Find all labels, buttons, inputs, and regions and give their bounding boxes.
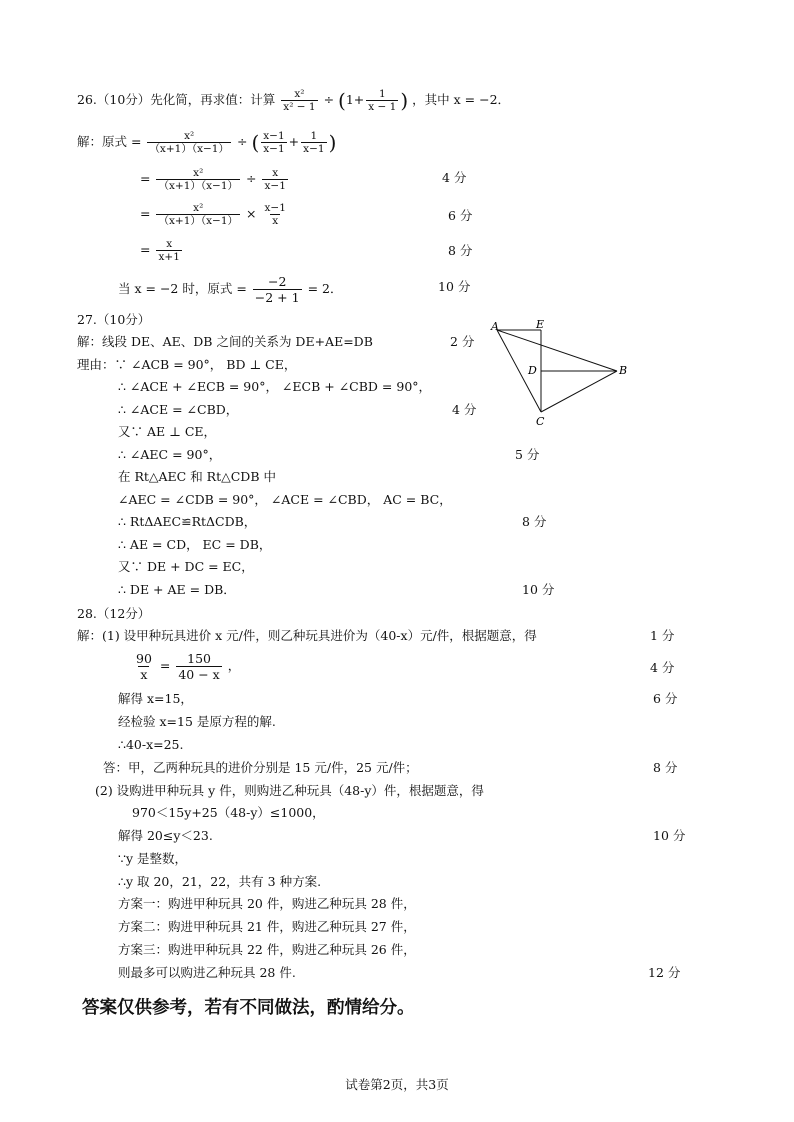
q28-line: 经检验 x=15 是原方程的解.	[118, 714, 276, 729]
q26-l4-frac-den: x+1	[158, 251, 180, 263]
q28-eq-frac2-den: 40 − x	[178, 667, 220, 682]
q28-line: 解得 x=15，	[118, 691, 193, 706]
q26-l1-label: 解：原式 =	[77, 134, 142, 149]
q26-line-2	[140, 167, 290, 192]
q26-l2-frac1	[156, 167, 240, 192]
q26-l1-div: ÷	[236, 134, 248, 149]
q27-line: ∴ DE + AE = DB．	[118, 582, 236, 597]
q27-line: ∠AEC = ∠CDB = 90°， ∠ACE = ∠CBD， AC = BC，	[118, 492, 452, 507]
q26-l5-pre: 当 x = −2 时，原式 =	[118, 281, 247, 296]
q26-header-tail: ，其中 x = −2．	[412, 92, 511, 107]
q26-l4-eq: =	[140, 242, 151, 257]
q26-l2-frac1-den: （x+1）（x−1）	[158, 180, 239, 192]
q26-header-fraction-1	[281, 88, 317, 113]
q28-line: 答：甲，乙两种玩具的进价分别是 15 元/件，25 元/件；	[103, 760, 418, 775]
q26-l5-frac-num: −2	[267, 274, 287, 289]
q28-line-1-score: 1 分	[650, 628, 675, 643]
q27-line-score: 4 分	[452, 402, 477, 417]
q26-header-div: ÷	[323, 92, 335, 107]
q27-line: ∴ ∠AEC = 90°，	[118, 447, 222, 462]
q26-line-1: 解：原式 = $\frac{\text{x²}}{(x+1)(x-1)}$ ÷ ( $\frac{x-1}{x-1}$ + $\frac{1}{x-1}$ )	[77, 130, 337, 155]
q28-line: ∵y 是整数，	[118, 851, 187, 866]
reference-note: 答案仅供参考，若有不同做法，酌情给分。	[82, 998, 415, 1018]
q27-line: ∴ AE = CD， EC = DB，	[118, 537, 272, 552]
q27-line: ∴ ∠ACE + ∠ECB = 90°， ∠ECB + ∠CBD = 90°，	[118, 379, 432, 394]
q26-l2-frac2-den: x−1	[264, 180, 286, 192]
q26-header-text: 26.（10分）先化简，再求值：计算	[77, 92, 276, 107]
q26-l5-frac-den: −2 + 1	[254, 290, 300, 305]
q26-l1-plus: +	[288, 134, 300, 149]
q27-line-score: 2 分	[450, 334, 475, 349]
q26-l1-frac1	[147, 130, 231, 155]
q28-line-score: 8 分	[653, 760, 678, 775]
q26-l3-frac1-num: x²	[193, 202, 204, 214]
q28-line: (2) 设购进甲种玩具 y 件，则购进乙种玩具（48-y）件，根据题意，得	[95, 783, 484, 798]
q28-header: 28.（12分）	[77, 606, 151, 621]
q28-line: 则最多可以购进乙种玩具 28 件.	[118, 965, 296, 980]
q28-line: ∴40-x=25.	[118, 737, 184, 752]
q27-line-score: 5 分	[515, 447, 540, 462]
q26-l3-frac2	[262, 202, 287, 227]
q28-line: ∴y 取 20，21，22，共有 3 种方案.	[118, 874, 322, 889]
figure-label-e: E	[536, 318, 545, 331]
q26-l2-score: 4 分	[442, 170, 467, 185]
q26-l2-div: ÷	[246, 171, 257, 186]
q26-l1-frac3	[301, 130, 326, 155]
q27-header: 27.（10分）	[77, 312, 151, 327]
q26-l3-times: ×	[246, 206, 257, 221]
q27-line: 又∵ DE + DC = EC，	[118, 559, 254, 574]
q27-line: 又∵ AE ⊥ CE，	[118, 424, 217, 439]
q26-l4-frac-num: x	[166, 238, 173, 250]
q26-l1-frac2	[261, 130, 286, 155]
q28-line: 方案二：购进甲种玩具 21 件，购进乙种玩具 27 件，	[118, 919, 416, 934]
figure-label-c: C	[536, 415, 545, 428]
q27-line: 解：线段 DE、AE、DB 之间的关系为 DE+AE=DB	[77, 334, 373, 349]
q28-eq-frac2-num: 150	[187, 651, 211, 666]
q28-eq-frac1	[134, 651, 154, 682]
q26-l2-frac1-num: x²	[193, 167, 204, 179]
q26-l3-frac2-den: x	[272, 215, 279, 227]
q26-header-frac2-num: 1	[378, 88, 386, 100]
q26-line-4	[140, 238, 184, 263]
q28-eq-frac2	[176, 651, 221, 682]
q26-header-frac2-den: x − 1	[368, 101, 397, 113]
q27-line: 在 Rt△AEC 和 Rt△CDB 中	[118, 469, 276, 484]
q26-header-frac1-num: x²	[294, 88, 305, 100]
figure-label-a: A	[491, 320, 499, 333]
page-footer: 试卷第2页，共3页	[345, 1077, 449, 1092]
q26-l1-frac3-den: x−1	[303, 143, 325, 155]
q28-line-score: 12 分	[648, 965, 681, 980]
q27-line: ∴ RtΔAEC≌RtΔCDB，	[118, 514, 257, 529]
q26-l3-score: 6 分	[448, 208, 473, 223]
q28-eq-frac1-num: 90	[136, 651, 152, 666]
q28-line-1: 解：(1) 设甲种玩具进价 x 元/件，则乙种玩具进价为（40-x）元/件，根据题意，得	[77, 628, 537, 643]
figure-segment-ab	[497, 330, 617, 371]
figure-label-b: B	[619, 364, 628, 377]
q26-l2-frac2	[262, 167, 287, 192]
q26-header-frac1-den: x² − 1	[283, 101, 316, 113]
q28-line: 方案三：购进甲种玩具 22 件，购进乙种玩具 26 件，	[118, 942, 416, 957]
q28-line: 解得 20≤y＜23.	[118, 828, 213, 843]
q26-l1-frac2-num: x−1	[263, 130, 285, 142]
q26-l3-frac1	[156, 202, 240, 227]
figure-label-d: D	[528, 364, 537, 377]
q26-l5-score: 10 分	[438, 279, 471, 294]
q26-l4-frac	[156, 238, 181, 263]
q26-header-inner-one: 1+	[345, 92, 365, 107]
q26-l1-frac1-den: （x+1）（x−1）	[149, 143, 229, 155]
q26-l5-post: = 2．	[307, 281, 343, 296]
q26-l1-frac1-num: x²	[184, 130, 195, 142]
q28-line: 方案一：购进甲种玩具 20 件，购进乙种玩具 28 件，	[118, 896, 416, 911]
q28-line-score: 10 分	[653, 828, 686, 843]
q27-line-score: 10 分	[522, 582, 555, 597]
q26-l2-eq: =	[140, 171, 151, 186]
q28-eq-mid: =	[159, 658, 171, 673]
q26-l1-frac3-num: 1	[310, 130, 318, 142]
q26-l3-frac1-den: （x+1）（x−1）	[158, 215, 239, 227]
q27-line: 理由：∵ ∠ACB = 90°， BD ⊥ CE，	[77, 357, 297, 372]
q26-header-line: 26.（10分）先化简，再求值：计算 $\frac{\text{x²}}{\text{x² − 1}}$ ÷ (1+ $\frac{1}{x - 1}$ ) ，其中 x = −2．	[77, 88, 511, 113]
q27-line-score: 8 分	[522, 514, 547, 529]
q28-eq-frac1-den: x	[140, 667, 148, 682]
q26-l5-frac	[253, 274, 302, 305]
q27-line: ∴ ∠ACE = ∠CBD，	[118, 402, 239, 417]
q26-line-5	[118, 274, 342, 305]
q26-l1-frac2-den: x−1	[263, 143, 285, 155]
q26-l3-frac2-num: x−1	[264, 202, 286, 214]
q28-eq-tail: ，	[227, 658, 241, 673]
q26-line-3	[140, 202, 290, 227]
q28-line-score: 6 分	[653, 691, 678, 706]
triangle-figure	[486, 316, 636, 430]
figure-segment-cb	[541, 371, 617, 412]
q28-line: 970＜15y+25（48-y）≤1000，	[132, 805, 325, 820]
q26-l4-score: 8 分	[448, 243, 473, 258]
q26-l3-eq: =	[140, 206, 151, 221]
q26-header-fraction-2	[366, 88, 398, 113]
q28-eq-score: 4 分	[650, 660, 675, 675]
q26-l2-frac2-num: x	[272, 167, 279, 179]
q28-equation	[132, 651, 240, 682]
